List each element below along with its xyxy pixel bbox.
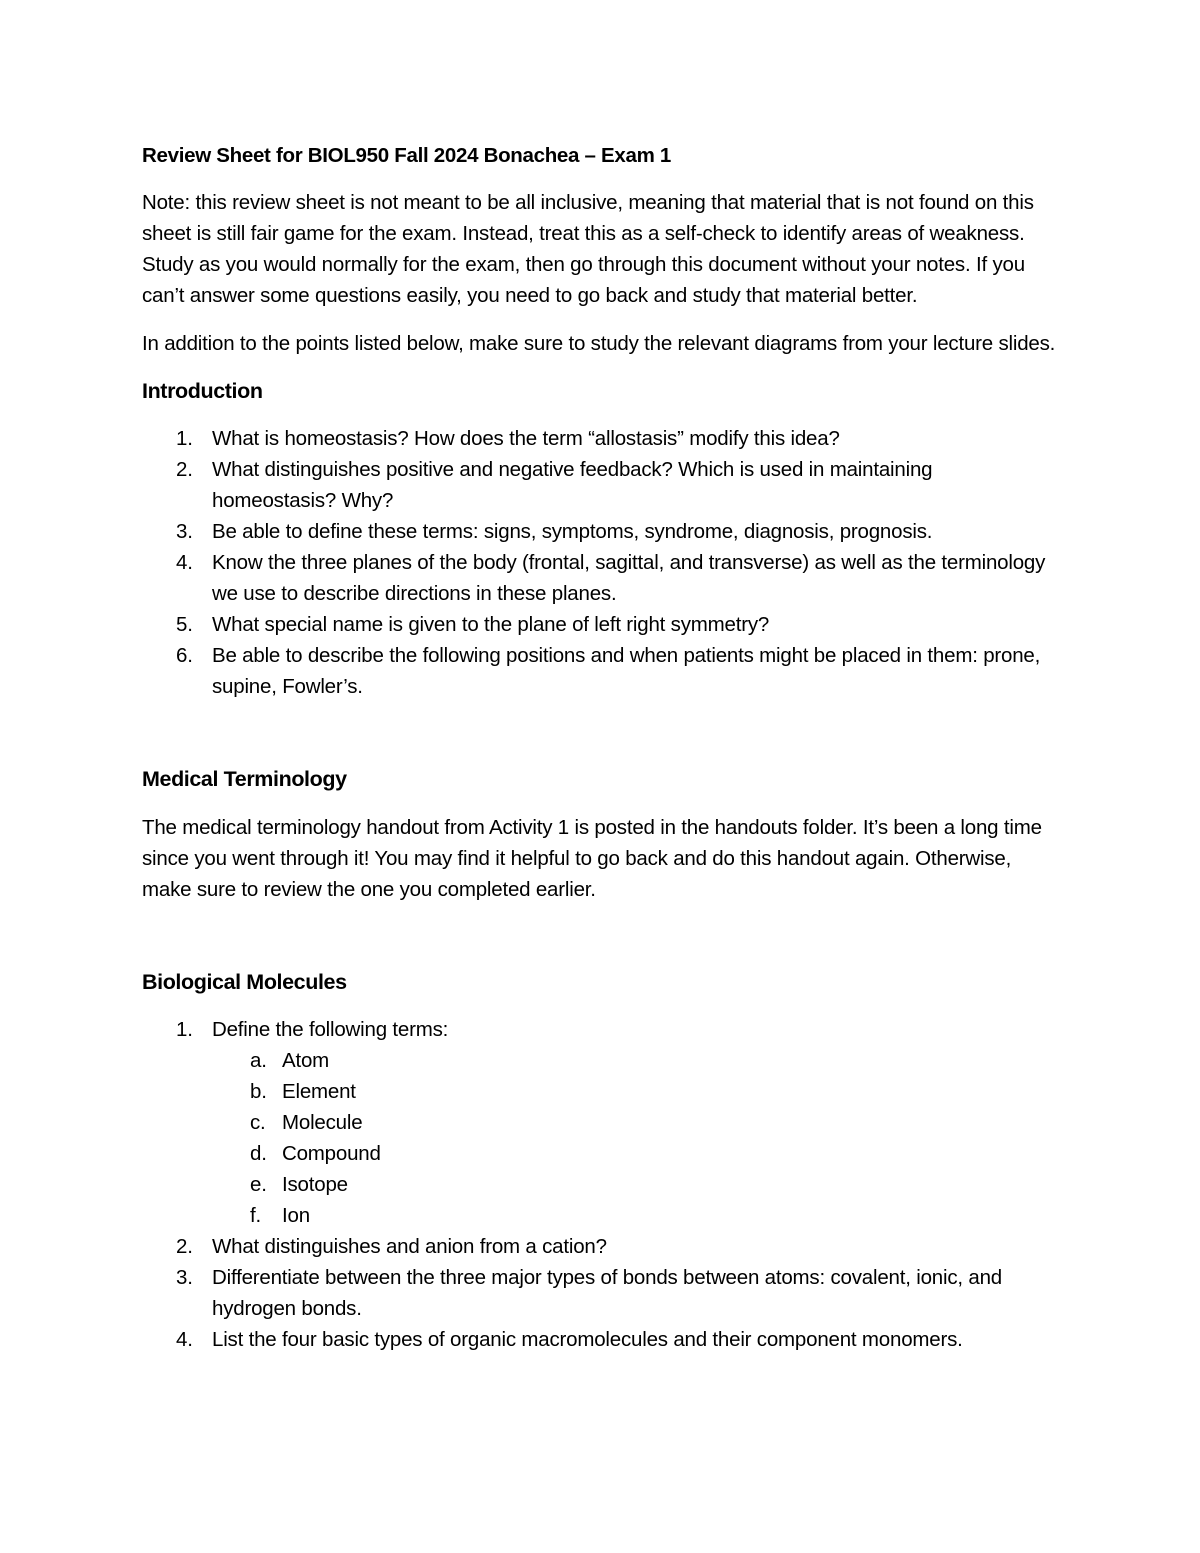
list-number: 2. <box>176 1235 193 1258</box>
note-paragraph: Note: this review sheet is not meant to be all inclusive, meaning that material that is not found on this sheet is still fair game for the exam. Instead, treat this as a self-check to identify areas of weakness. Study as you would normally for the exam, then go through this document without your notes. If you can’t answer some questions easily, you need to go back and study that material better. <box>142 191 1034 307</box>
list-number: 6. <box>176 644 193 667</box>
sublist-item-text: Compound <box>282 1142 381 1165</box>
sublist-letter: b. <box>250 1080 267 1103</box>
list-item-text: Be able to define these terms: signs, symptoms, syndrome, diagnosis, prognosis. <box>212 520 933 543</box>
list-number: 4. <box>176 1328 193 1351</box>
sublist-item <box>212 1169 1058 1200</box>
list-item <box>142 640 1058 702</box>
list-item <box>142 423 1058 454</box>
sublist-item-text: Isotope <box>282 1173 348 1196</box>
list-number: 3. <box>176 1266 193 1289</box>
list-item-text: What special name is given to the plane of left right symmetry? <box>212 613 770 636</box>
list-item-text: Differentiate between the three major types of bonds between atoms: covalent, ionic, and hydrogen bonds. <box>212 1266 1002 1320</box>
list-item-text: Know the three planes of the body (frontal, sagittal, and transverse) as well as the terminology we use to describe directions in these planes. <box>212 551 1046 605</box>
section-heading-biological-molecules: Biological Molecules <box>142 970 347 994</box>
list-number: 4. <box>176 551 193 574</box>
section-heading-medical-terminology: Medical Terminology <box>142 767 347 791</box>
sublist-item-text: Molecule <box>282 1111 363 1134</box>
list-item <box>142 1324 1058 1355</box>
list-number: 2. <box>176 458 193 481</box>
list-item-text: Define the following terms: <box>212 1018 449 1041</box>
document-title: Review Sheet for BIOL950 Fall 2024 Bonachea – Exam 1 <box>142 144 672 167</box>
list-item <box>142 454 1058 516</box>
list-item <box>142 609 1058 640</box>
sublist-item <box>212 1107 1058 1138</box>
list-item-text: List the four basic types of organic macromolecules and their component monomers. <box>212 1328 963 1351</box>
list-item <box>142 547 1058 609</box>
list-item-text: What distinguishes positive and negative feedback? Which is used in maintaining homeostasis? Why? <box>212 458 933 512</box>
sublist-letter: c. <box>250 1111 266 1134</box>
list-item <box>142 1262 1058 1324</box>
section-heading-introduction: Introduction <box>142 379 263 403</box>
list-number: 1. <box>176 1018 193 1041</box>
sublist-letter: e. <box>250 1173 267 1196</box>
sublist-letter: f. <box>250 1204 261 1227</box>
medical-terminology-paragraph: The medical terminology handout from Activity 1 is posted in the handouts folder. It’s been a long time since you went through it! You may find it helpful to go back and do this handout again. Otherwise, make sure to review the one you completed earlier. <box>142 816 1042 901</box>
sublist-item-text: Ion <box>282 1204 310 1227</box>
sublist-item <box>212 1076 1058 1107</box>
sublist-item-text: Element <box>282 1080 356 1103</box>
list-item <box>142 1231 1058 1262</box>
medical-terminology-section <box>142 764 1058 905</box>
list-item-text: What is homeostasis? How does the term “allostasis” modify this idea? <box>212 427 840 450</box>
sublist-letter: d. <box>250 1142 267 1165</box>
introduction-section <box>142 376 1058 702</box>
list-number: 1. <box>176 427 193 450</box>
list-number: 3. <box>176 520 193 543</box>
biological-molecules-list <box>142 1014 1058 1355</box>
introduction-list <box>142 423 1058 702</box>
biological-molecules-section <box>142 967 1058 1355</box>
list-item <box>142 516 1058 547</box>
terms-sublist <box>212 1045 1058 1231</box>
document-body <box>142 140 1058 1355</box>
sublist-item <box>212 1045 1058 1076</box>
sublist-item-text: Atom <box>282 1049 330 1072</box>
addition-paragraph: In addition to the points listed below, make sure to study the relevant diagrams from your lecture slides. <box>142 332 1056 355</box>
list-item-text: What distinguishes and anion from a cation? <box>212 1235 607 1258</box>
list-item <box>142 1014 1058 1231</box>
list-number: 5. <box>176 613 193 636</box>
sublist-letter: a. <box>250 1049 267 1072</box>
sublist-item <box>212 1138 1058 1169</box>
list-item-text: Be able to describe the following positions and when patients might be placed in them: prone, supine, Fowler’s. <box>212 644 1041 698</box>
sublist-item <box>212 1200 1058 1231</box>
